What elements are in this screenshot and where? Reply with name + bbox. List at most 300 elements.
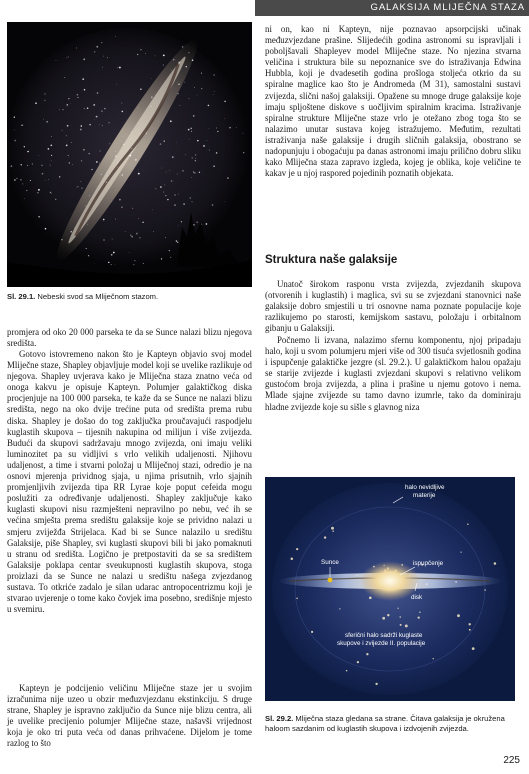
star-dot bbox=[66, 135, 67, 136]
star-dot bbox=[185, 155, 186, 156]
star-dot bbox=[123, 144, 124, 145]
star-dot bbox=[195, 154, 196, 155]
star-dot bbox=[201, 88, 202, 89]
globular-cluster-dot bbox=[484, 589, 486, 591]
star-dot bbox=[50, 165, 51, 166]
star-dot bbox=[213, 94, 214, 95]
star-dot bbox=[194, 87, 195, 88]
star-dot bbox=[183, 203, 185, 205]
star-dot bbox=[80, 181, 81, 182]
star-dot bbox=[121, 141, 122, 142]
star-dot bbox=[85, 206, 86, 207]
star-dot bbox=[30, 180, 31, 181]
night-sky-image bbox=[7, 22, 252, 287]
star-dot bbox=[102, 125, 103, 126]
globular-cluster-dot bbox=[296, 548, 298, 550]
star-dot bbox=[94, 119, 95, 120]
star-dot bbox=[227, 177, 229, 179]
globular-cluster-dot bbox=[467, 523, 468, 524]
star-dot bbox=[87, 224, 88, 225]
star-dot bbox=[44, 93, 45, 94]
star-dot bbox=[104, 108, 105, 109]
star-dot bbox=[188, 52, 189, 53]
star-dot bbox=[68, 98, 69, 99]
star-dot bbox=[176, 142, 177, 143]
star-dot bbox=[51, 155, 52, 156]
star-dot bbox=[191, 177, 192, 178]
label-dark-matter-2: materije bbox=[413, 492, 436, 499]
star-dot bbox=[94, 263, 95, 264]
star-dot bbox=[199, 172, 200, 173]
star-dot bbox=[161, 258, 162, 259]
star-dot bbox=[161, 168, 162, 169]
star-dot bbox=[155, 188, 156, 189]
star-dot bbox=[50, 192, 51, 193]
section-heading: Struktura naše galaksije bbox=[265, 254, 398, 266]
star-dot bbox=[160, 143, 162, 145]
star-dot bbox=[56, 60, 57, 61]
star-dot bbox=[163, 55, 165, 57]
star-dot bbox=[209, 128, 210, 129]
star-dot bbox=[115, 265, 116, 266]
star-dot bbox=[224, 101, 226, 103]
star-dot bbox=[67, 104, 69, 106]
star-dot bbox=[172, 156, 173, 157]
star-dot bbox=[21, 164, 22, 165]
star-dot bbox=[182, 46, 184, 48]
star-dot bbox=[138, 173, 140, 175]
star-dot bbox=[193, 224, 194, 225]
right-paragraph-2: Unatoč širokom rasponu vrsta zvijezda, zvjezdanih skupova (otvorenih i kuglastih) i maglica, svi su se zvjezdani stanovnici naše galaksije dobro smjestili u tri osnovne nama poznate populacije koje razlikujemo po starosti, kemijskom sastavu, položaju i orbitalnom gibanju u Galaksiji. bbox=[265, 279, 521, 334]
star-dot bbox=[113, 252, 115, 254]
star-dot bbox=[26, 190, 27, 191]
label-bulge: ispupčenje bbox=[413, 560, 444, 567]
star-dot bbox=[131, 236, 132, 237]
star-dot bbox=[136, 233, 138, 235]
star-dot bbox=[182, 170, 183, 171]
star-dot bbox=[139, 133, 140, 134]
star-dot bbox=[72, 164, 73, 165]
star-dot bbox=[129, 155, 131, 157]
star-dot bbox=[135, 159, 137, 161]
globular-cluster-dot bbox=[399, 616, 401, 618]
star-dot bbox=[20, 179, 21, 180]
star-dot bbox=[121, 206, 123, 208]
star-dot bbox=[32, 163, 33, 164]
star-dot bbox=[174, 204, 176, 206]
star-dot bbox=[83, 149, 85, 151]
star-dot bbox=[188, 129, 190, 131]
star-dot bbox=[214, 74, 215, 75]
star-dot bbox=[217, 131, 218, 132]
star-dot bbox=[206, 140, 207, 141]
star-dot bbox=[119, 67, 121, 69]
globular-cluster-dot bbox=[369, 596, 372, 599]
star-dot bbox=[81, 125, 83, 127]
star-dot bbox=[178, 83, 180, 85]
star-dot bbox=[14, 179, 16, 181]
figure-1-caption bbox=[7, 292, 252, 302]
star-dot bbox=[16, 178, 17, 179]
star-dot bbox=[140, 88, 141, 89]
star-dot bbox=[171, 70, 172, 71]
star-dot bbox=[38, 189, 40, 191]
star-dot bbox=[184, 82, 185, 83]
star-dot bbox=[87, 107, 89, 109]
star-dot bbox=[46, 121, 48, 123]
star-dot bbox=[111, 264, 112, 265]
star-dot bbox=[38, 155, 39, 156]
star-dot bbox=[177, 242, 178, 243]
star-dot bbox=[117, 167, 118, 168]
star-dot bbox=[74, 227, 75, 228]
figure-2-number: Sl. 29.2. bbox=[265, 714, 294, 723]
star-dot bbox=[115, 36, 116, 37]
star-dot bbox=[89, 124, 90, 125]
star-dot bbox=[153, 231, 154, 232]
globular-cluster-dot bbox=[291, 558, 294, 561]
globular-cluster-dot bbox=[405, 624, 408, 627]
star-dot bbox=[209, 150, 210, 151]
star-dot bbox=[84, 89, 86, 91]
star-dot bbox=[163, 192, 164, 193]
globular-cluster-dot bbox=[472, 647, 475, 650]
star-dot bbox=[66, 145, 68, 147]
star-dot bbox=[100, 151, 101, 152]
star-dot bbox=[61, 239, 63, 241]
star-dot bbox=[140, 49, 141, 50]
star-dot bbox=[115, 151, 116, 152]
star-dot bbox=[216, 128, 217, 129]
star-dot bbox=[111, 254, 113, 256]
star-dot bbox=[192, 157, 193, 158]
star-dot bbox=[21, 125, 22, 126]
star-dot bbox=[71, 142, 72, 143]
star-dot bbox=[133, 264, 134, 265]
globular-cluster-dot bbox=[296, 598, 298, 600]
star-dot bbox=[165, 195, 166, 196]
right-paragraph-1: ni on, kao ni Kapteyn, nije poznavao apsorpcijski učinak međuzvjezdane prašine. Slijedećih godina astronomi su ispravljali i poboljšavali Shapleyev model Mliječne staze. No njezina stvarna veličina i struktura bile su nepoznanice sve do istraživanja Edwina Hubbla, koji je dvadesetih godina prošloga stoljeća otkrio da su spiralne maglice kao što je Andromeda (M 31), samostalni sustavi zvijezda, slični našoj galaksiji. Opažene su mnoge druge galaksije koje imaju spljoštene diskove s uočljivim spiralnim kracima. Istraživanje spiralne strukture Mliječne staze vrlo je otežano zbog toga što se nalazimo unutar sustava kojeg istražujemo. Međutim, rezultati istraživanja naše galaksije i drugih sličnih galaksija, obostrano se nadopunjuju i obogaćuju pa danas astronomi imaju prilično dobru sliku kako Mliječna staza zapravo izgleda, kojeg je oblika, koje veličine te kakav je u njoj raspored pojedinih poznatih objekata. bbox=[265, 24, 521, 179]
globular-cluster-dot bbox=[332, 530, 334, 532]
star-dot bbox=[142, 222, 143, 223]
star-dot bbox=[225, 201, 226, 202]
star-dot bbox=[236, 127, 237, 128]
star-dot bbox=[103, 219, 105, 221]
star-dot bbox=[102, 67, 103, 68]
star-dot bbox=[116, 190, 117, 191]
star-dot bbox=[179, 105, 180, 106]
star-dot bbox=[94, 51, 95, 52]
star-dot bbox=[38, 216, 40, 218]
star-dot bbox=[173, 59, 174, 60]
galaxy-edge-on-diagram bbox=[265, 477, 515, 701]
star-dot bbox=[164, 141, 165, 142]
page-number: 225 bbox=[503, 755, 520, 766]
star-dot bbox=[160, 186, 162, 188]
star-dot bbox=[178, 194, 179, 195]
star-dot bbox=[80, 129, 82, 131]
star-dot bbox=[51, 160, 52, 161]
star-dot bbox=[130, 235, 131, 236]
left-paragraph-1: promjera od oko 20 000 parseka te da se Sunce nalazi blizu njegova središta. bbox=[7, 327, 252, 349]
globular-cluster-dot bbox=[460, 551, 461, 552]
label-sun: Sunce bbox=[321, 559, 339, 566]
running-header-title: GALAKSIJA MLIJEČNA STAZA bbox=[370, 2, 525, 13]
star-dot bbox=[99, 124, 100, 125]
figure-2-caption bbox=[265, 714, 521, 734]
star-dot bbox=[89, 153, 90, 154]
star-dot bbox=[45, 180, 46, 181]
star-dot bbox=[37, 192, 39, 194]
star-dot bbox=[69, 162, 71, 164]
star-dot bbox=[100, 174, 101, 175]
left-paragraph-3: Kapteyn je podcijenio veličinu Mliječne staze jer u svojim izračunima nije uzeo u obzir međuzvjezdanu ekstinkciju. S druge strane, Shapley je ispravno zaključio da Sunce nije blizu centra, ali je uvelike precijenio polumjer Mliječne staze, našavši vrijednost koja je oko tri puta veća od danas prihvaćene. Dijelom je tome razlog to što bbox=[7, 683, 252, 749]
star-dot bbox=[55, 199, 56, 200]
star-dot bbox=[45, 228, 47, 230]
star-dot bbox=[51, 193, 52, 194]
star-dot bbox=[48, 148, 50, 150]
star-dot bbox=[77, 94, 79, 96]
star-dot bbox=[59, 176, 60, 177]
star-dot bbox=[197, 95, 198, 96]
star-dot bbox=[169, 170, 170, 171]
star-dot bbox=[177, 174, 178, 175]
star-dot bbox=[96, 116, 98, 118]
star-dot bbox=[115, 156, 116, 157]
globular-cluster-dot bbox=[324, 536, 326, 538]
star-dot bbox=[112, 239, 113, 240]
label-dark-matter-1: halo nevidljive bbox=[405, 484, 445, 491]
star-dot bbox=[152, 210, 153, 211]
right-paragraph-3: Počnemo li izvana, nalazimo sfernu komponentu, njoj pripadaju halo, koji u svom polumjeru mjeri više od 300 tisuća svjetlosnih godina i ispupčenje galaktičke jezgre (sl. 29.2.). U galaktičkom halou opažaju se starije zvijezde i kuglasti zvjezdani skupovi s relativno velikom gustoćom broja zvijezda, a plina i prašine u njemu gotovo i nema. Mlade sjajne zvijezde su tamo davno izumrle, tako da dominiraju hladne zvijezde koje su sišle s glavnog niza bbox=[265, 335, 521, 412]
star-dot bbox=[216, 152, 218, 154]
star-dot bbox=[203, 145, 205, 147]
star-dot bbox=[167, 199, 168, 200]
star-dot bbox=[174, 194, 175, 195]
star-dot bbox=[78, 97, 79, 98]
star-dot bbox=[224, 118, 225, 119]
star-dot bbox=[89, 195, 90, 196]
star-dot bbox=[96, 46, 98, 48]
star-dot bbox=[108, 262, 109, 263]
globular-cluster-dot bbox=[311, 631, 313, 633]
star-dot bbox=[27, 165, 28, 166]
star-dot bbox=[50, 144, 52, 146]
star-dot bbox=[151, 96, 153, 98]
star-dot bbox=[138, 218, 139, 219]
globular-cluster-dot bbox=[418, 616, 420, 618]
star-dot bbox=[109, 143, 110, 144]
star-dot bbox=[131, 132, 132, 133]
star-dot bbox=[44, 100, 45, 101]
label-halo-2: skupove i zvijezde II. populacije bbox=[337, 640, 426, 647]
star-dot bbox=[64, 77, 65, 78]
globular-cluster-dot bbox=[375, 683, 377, 685]
label-disk: disk bbox=[411, 594, 423, 601]
star-dot bbox=[170, 120, 172, 122]
star-dot bbox=[96, 161, 98, 163]
star-dot bbox=[101, 42, 102, 43]
star-dot bbox=[42, 173, 44, 175]
star-dot bbox=[138, 107, 139, 108]
star-dot bbox=[194, 172, 195, 173]
star-dot bbox=[103, 56, 104, 57]
star-dot bbox=[189, 139, 190, 140]
star-dot bbox=[169, 250, 170, 251]
star-dot bbox=[22, 183, 23, 184]
star-dot bbox=[137, 54, 138, 55]
star-dot bbox=[181, 221, 182, 222]
star-dot bbox=[193, 172, 194, 173]
star-dot bbox=[155, 56, 156, 57]
globular-cluster-dot bbox=[433, 658, 434, 659]
star-dot bbox=[197, 140, 199, 142]
star-dot bbox=[243, 152, 244, 153]
star-dot bbox=[145, 53, 146, 54]
star-dot bbox=[171, 180, 173, 182]
star-dot bbox=[91, 169, 92, 170]
star-dot bbox=[76, 48, 77, 49]
star-dot bbox=[14, 140, 16, 142]
globular-cluster-dot bbox=[346, 670, 348, 672]
star-dot bbox=[146, 132, 147, 133]
star-dot bbox=[11, 165, 13, 167]
star-dot bbox=[77, 186, 78, 187]
figure-2-caption-text: Mliječna staza gledana sa strane. Čitava galaksija je okružena haloom sazdanim od kuglastih skupova i izdvojenih zvijezda. bbox=[265, 714, 505, 733]
star-dot bbox=[215, 91, 216, 92]
figure-1-caption-text: Nebeski svod sa Mliječnom stazom. bbox=[37, 292, 159, 301]
star-dot bbox=[125, 231, 126, 232]
star-dot bbox=[62, 130, 63, 131]
star-dot bbox=[138, 170, 139, 171]
globular-cluster-dot bbox=[366, 653, 368, 655]
star-dot bbox=[101, 110, 102, 111]
star-dot bbox=[117, 163, 118, 164]
star-dot bbox=[186, 66, 187, 67]
star-dot bbox=[242, 133, 243, 134]
star-dot bbox=[190, 197, 192, 199]
star-dot bbox=[107, 57, 108, 58]
star-dot bbox=[163, 64, 164, 65]
figure-1-number: Sl. 29.1. bbox=[7, 292, 36, 301]
star-dot bbox=[109, 122, 110, 123]
star-dot bbox=[51, 136, 52, 137]
star-dot bbox=[14, 130, 15, 131]
star-dot bbox=[196, 221, 198, 223]
globular-cluster-dot bbox=[419, 611, 420, 612]
star-dot bbox=[83, 58, 85, 60]
star-dot bbox=[27, 151, 29, 153]
star-dot bbox=[123, 136, 124, 137]
star-dot bbox=[35, 102, 37, 104]
globular-cluster-dot bbox=[494, 562, 497, 565]
star-dot bbox=[151, 78, 152, 79]
star-dot bbox=[84, 108, 85, 109]
star-dot bbox=[48, 179, 49, 180]
star-dot bbox=[134, 260, 135, 261]
star-dot bbox=[122, 103, 123, 104]
globular-cluster-dot bbox=[469, 629, 471, 631]
star-dot bbox=[103, 239, 104, 240]
star-dot bbox=[191, 201, 192, 202]
star-dot bbox=[76, 187, 77, 188]
star-dot bbox=[86, 248, 87, 249]
star-dot bbox=[190, 128, 191, 129]
star-dot bbox=[178, 62, 179, 63]
star-dot bbox=[82, 188, 83, 189]
star-dot bbox=[131, 148, 132, 149]
star-dot bbox=[88, 255, 89, 256]
star-dot bbox=[24, 198, 25, 199]
label-halo-1: sferični halo sadrži kuglaste bbox=[345, 632, 423, 639]
star-dot bbox=[158, 121, 159, 122]
star-dot bbox=[66, 57, 67, 58]
star-dot bbox=[165, 237, 166, 238]
star-dot bbox=[176, 240, 178, 242]
star-dot bbox=[170, 257, 171, 258]
star-dot bbox=[191, 131, 192, 132]
star-dot bbox=[116, 84, 117, 85]
star-dot bbox=[122, 174, 124, 176]
star-dot bbox=[212, 204, 214, 206]
galaxy-diagram-image bbox=[265, 477, 515, 701]
star-dot bbox=[67, 125, 69, 127]
star-dot bbox=[129, 252, 130, 253]
globular-cluster-dot bbox=[357, 661, 359, 663]
star-dot bbox=[188, 98, 189, 99]
globular-cluster-dot bbox=[397, 608, 398, 609]
star-dot bbox=[192, 59, 194, 61]
night-sky-photo bbox=[7, 22, 252, 287]
left-paragraph-2: Gotovo istovremeno nakon što je Kapteyn objavio svoj model Mliječne staze, Shapley objavljuje model koji se uvelike razlikuje od njegova. Shapley uvjerava kako je Mliječna staza znatno veća od onoga kakvu je opisuje Kapteyn. Polumjer galaktičkog diska procjenjuje na 100 000 parseka, te kaže da se Sunce ne nalazi blizu središta, nego na oko dvije trećine puta od središta prema rubu diska. Shapley je došao do tog zaključka proučavajući raspodjelu kuglastih skupova – tijesnih nakupina od milijun i više zvijezda. Budući da skupovi sadržavaju mnogo zvijezda, oni imaju veliki luminozitet pa su vidljivi s vrlo velikih udaljenosti. Njihovu udaljenost, a time i stvarni položaj u Mliječnoj stazi, odredio je na osnovi mjerenja prividnog sjaja, u njima prisutnih, vrlo sjajnih promjenljivih zvijezda tipa RR Lyrae koje poput cefeida mogu poslužiti za određivanje udaljenosti. Shapley zaključuje kako kuglasti skupovi nisu razmješteni nepravilno po nebu, već ih se većina smješta prema središtu galaksije koje se prividno nalazi u smjeru zviježđa Strijelaca. Kad bi se Sunce nalazilo u središtu Galaksije, piše Shapley, svi kuglasti skupovi bili bi jako pomaknuti u stranu od središta. Logično je pretpostaviti da se sa središtem Galaksije poklapa centar sveukupnosti kuglastih skupova, stoga proizlazi da se Sunce ne nalazi u središtu našega zvjezdanog sustava. To otkriće zadalo je silan udarac antropocentrizmu koji je stvarao uvjerenje o tome kako čovjek ima posebno, središnje mjesto u svemiru. bbox=[7, 349, 252, 615]
globular-cluster-dot bbox=[469, 623, 471, 625]
star-dot bbox=[132, 208, 133, 209]
star-dot bbox=[112, 201, 113, 202]
star-dot bbox=[71, 231, 72, 232]
star-dot bbox=[115, 219, 116, 220]
star-dot bbox=[59, 109, 60, 110]
star-dot bbox=[63, 109, 64, 110]
star-dot bbox=[178, 93, 179, 94]
star-dot bbox=[24, 146, 25, 147]
globular-cluster-dot bbox=[382, 617, 385, 620]
star-dot bbox=[139, 237, 140, 238]
star-dot bbox=[229, 127, 231, 129]
star-dot bbox=[81, 160, 82, 161]
star-dot bbox=[166, 172, 167, 173]
star-dot bbox=[68, 155, 69, 156]
star-dot bbox=[122, 111, 124, 113]
star-dot bbox=[208, 105, 210, 107]
star-dot bbox=[106, 182, 107, 183]
star-dot bbox=[143, 263, 144, 264]
star-dot bbox=[178, 225, 179, 226]
star-dot bbox=[119, 199, 121, 201]
star-dot bbox=[206, 223, 208, 225]
star-dot bbox=[97, 92, 99, 94]
star-dot bbox=[195, 160, 196, 161]
star-dot bbox=[117, 67, 118, 68]
star-dot bbox=[201, 73, 202, 74]
star-dot bbox=[93, 104, 95, 106]
star-dot bbox=[193, 115, 195, 117]
star-dot bbox=[99, 163, 100, 164]
star-dot bbox=[70, 103, 71, 104]
star-dot bbox=[195, 158, 196, 159]
star-dot bbox=[128, 232, 129, 233]
star-dot bbox=[164, 184, 165, 185]
sun-marker bbox=[328, 578, 333, 583]
